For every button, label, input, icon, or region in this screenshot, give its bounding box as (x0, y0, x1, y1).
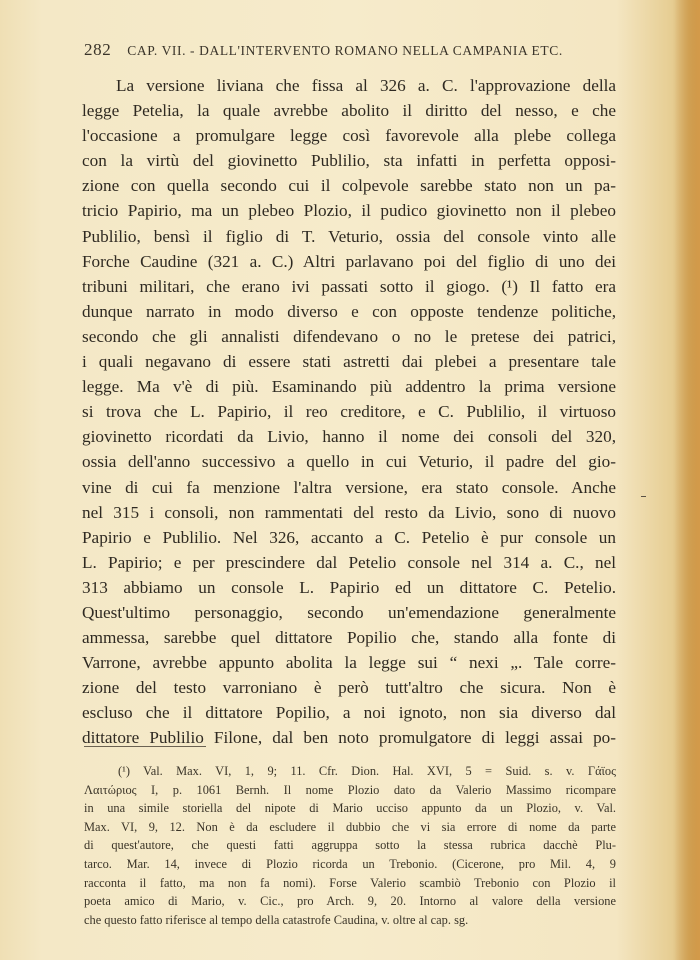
body-line: ossia dell'anno successivo a quello in cui Veturio, il padre del gio- (82, 452, 616, 472)
body-line: giovinetto ricordati da Livio, hanno il nome dei consoli del 320, (82, 427, 616, 447)
body-line: ammessa, sarebbe quel dittatore Popilio che, stando alla fonte di (82, 628, 616, 648)
footnote-line: Λαιτώριος I, p. 1061 Bernh. Il nome Plozio dato da Valerio Massimo ricompare (84, 782, 616, 797)
body-line: si trova che L. Papirio, il reo creditore, e C. Publilio, il virtuoso (82, 402, 616, 422)
footnote-line: tarco. Mar. 14, invece di Plozio ricorda un Trebonio. (Cicerone, pro Mil. 4, 9 (84, 856, 616, 871)
body-line: tribuni militari, che erano ivi passati sotto il giogo. (¹) Il fatto era (82, 276, 616, 296)
margin-mark (641, 496, 646, 497)
body-line: escluso che il dittatore Popilio, a noi ignoto, non sia diverso dal (82, 703, 616, 723)
body-line: legge. Ma v'è di più. Esaminando più addentro la prima versione (82, 377, 616, 397)
footnotes (84, 762, 616, 929)
footnote-line: racconta il fatto, ma non fa nomi). Forse Valerio scambiò Trebonio con Plozio il (84, 875, 616, 890)
body-line: Publilio, bensì il figlio di T. Veturio, ossia del console vinto alle (82, 226, 616, 246)
body-line: La versione liviana che fissa al 326 a. C. l'approvazione della (116, 76, 616, 95)
body-line: nel 315 i consoli, non rammentati del resto da Livio, sono di nuovo (82, 502, 616, 522)
running-head: CAP. VII. - DALL'INTERVENTO ROMANO NELLA CAMPANIA ETC. (127, 43, 563, 58)
body-line: dittatore Publilio Filone, dal ben noto promulgatore di leggi assai po- (82, 728, 616, 748)
footnote-rule (84, 746, 206, 747)
body-line: Varrone, avrebbe appunto abolita la legge sui “ nexi „. Tale corre- (82, 653, 616, 673)
footnote-line: di quest'autore, che questi fatti aggruppa sotto la stessa rubrica dacchè Plu- (84, 838, 616, 853)
body-line: i quali negavano di essere stati astretti dai plebei a presentare tale (82, 352, 616, 372)
body-text (82, 73, 616, 751)
body-line: L. Papirio; e per prescindere dal Petelio console nel 314 a. C., nel (82, 552, 616, 572)
page-header (84, 40, 644, 60)
footnote-line: in una simile storiella del nipote di Mario ucciso appunto da un Plozio, v. Val. (84, 801, 616, 816)
body-line: 313 abbiamo un console L. Papirio ed un dittatore C. Petelio. (82, 577, 616, 597)
body-line: tricio Papirio, ma un plebeo Plozio, il pudico giovinetto non il plebeo (82, 201, 616, 221)
body-line: secondo che gli annalisti difendevano o no le pretese dei patrici, (82, 326, 616, 346)
body-line: Forche Caudine (321 a. C.) Altri parlavano poi del figlio di uno dei (82, 251, 616, 271)
body-line: zione con quella secondo cui il colpevole sarebbe stato non un pa- (82, 176, 616, 196)
body-line: con la virtù del giovinetto Publilio, sta infatti in perfetta opposi- (82, 151, 616, 171)
body-line: l'occasione a promulgare legge così favorevole alla plebe collega (82, 126, 616, 146)
body-line: zione del testo varroniano è però tutt'altro che sicura. Non è (82, 678, 616, 698)
footnote-line: (¹) Val. Max. VI, 1, 9; 11. Cfr. Dion. Hal. XVI, 5 = Suid. s. v. Γάϊος (118, 764, 616, 778)
footnote-line: che questo fatto riferisce al tempo della catastrofe Caudina, v. oltre al cap. sg. (84, 912, 469, 927)
footnote-line: Max. VI, 9, 12. Non è da escludere il dubbio che vi sia errore di nome da parte (84, 819, 616, 834)
body-line: Papirio e Publilio. Nel 326, accanto a C. Petelio è pur console un (82, 527, 616, 547)
body-line: dunque narrato in modo diverso e con opposte tendenze politiche, (82, 301, 616, 321)
page-edge-shadow (674, 0, 700, 960)
page-number: 282 (84, 40, 112, 59)
body-line: legge Petelia, la quale avrebbe abolito il diritto del nesso, e che (82, 101, 616, 121)
body-line: Quest'ultimo personaggio, secondo un'emendazione generalmente (82, 602, 616, 622)
body-line: vine di cui fa menzione l'altra versione, era stato console. Anche (82, 477, 616, 497)
footnote-line: poeta amico di Mario, v. Cic., pro Arch. 9, 20. Intorno al valore della versione (84, 894, 616, 909)
